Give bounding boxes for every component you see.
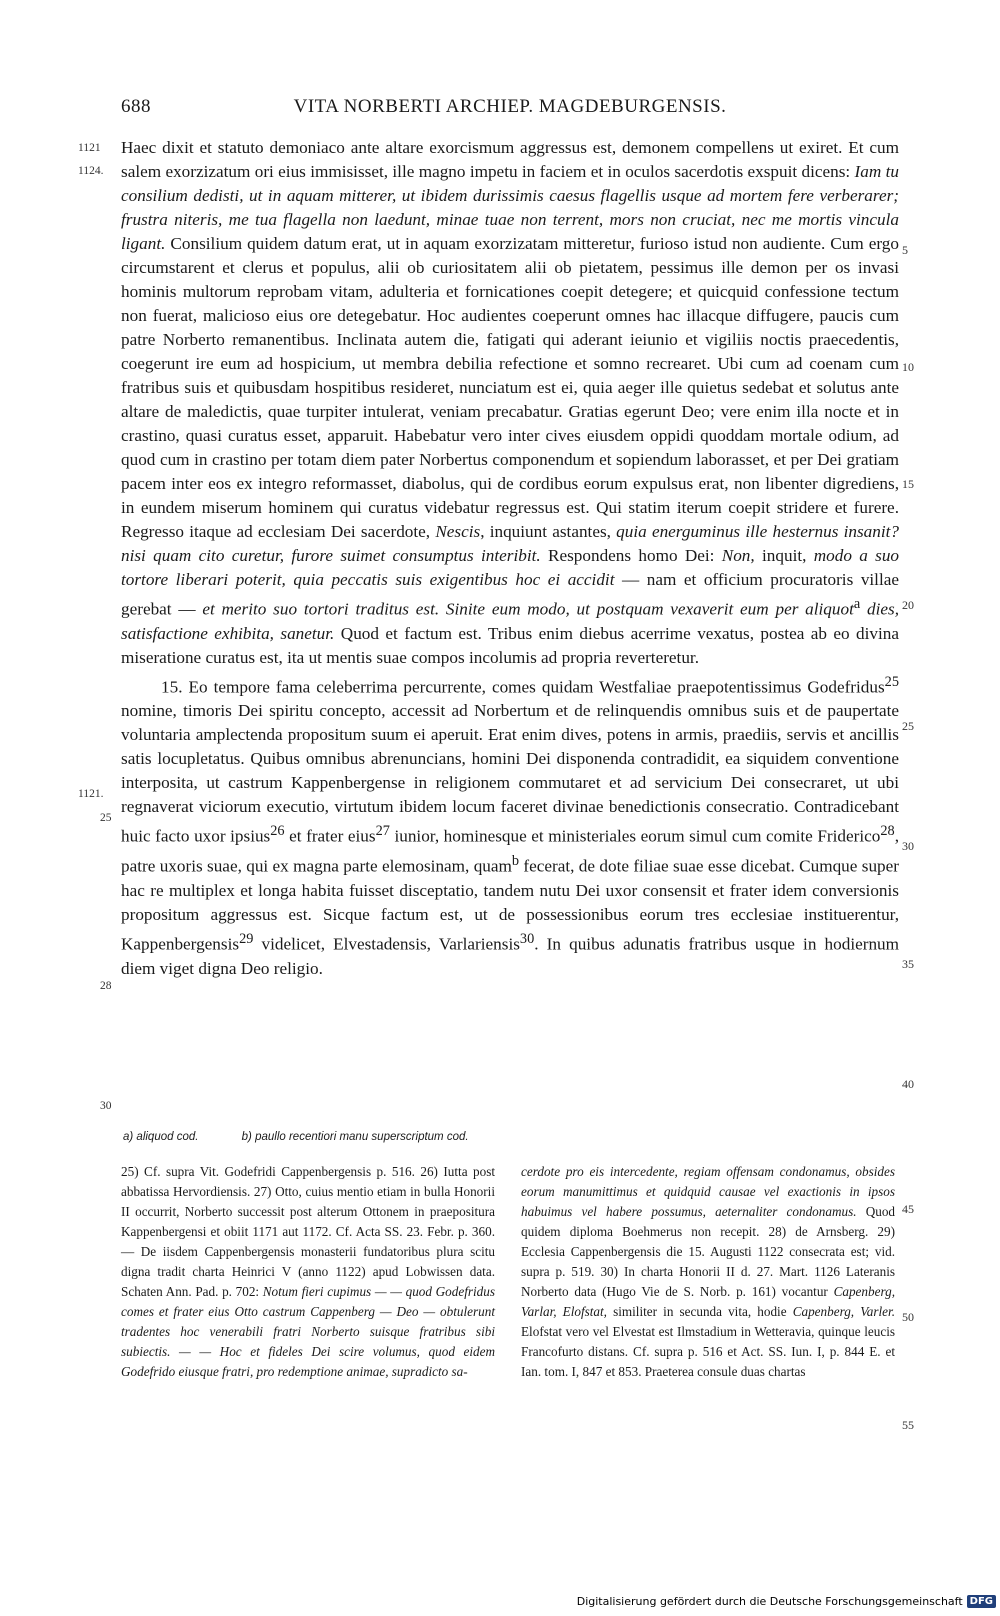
digitization-credit bbox=[577, 1592, 996, 1610]
page-number: 688 bbox=[121, 96, 151, 117]
paragraph: Haec dixit et statuto demoniaco ante altare exorcismum aggressus est, demonem compellens ut exiret. Et cum salem exorzizatum ori eius immisisset, ille magno impetu in faciem et in oculos sacerdotis exspuit dicens: Iam tu consilium dedisti, ut in aquam mitterer, ut ibidem durissimis caesus flagellis usque ad mortem fere verberarer; frustra niteris, me tua flagella non laedunt, minae tuae non terrent, mors non cruciat, nec me mortis vincula ligant. Consilium quidem datum erat, ut in aquam exorzizatam mitteretur, furioso istud non audiente. Cum ergo circumstarent et clerus et populus, alii ob curiositatem alii ob pietatem, pessimus ille demon per os invasi hominis multorum reprobam vitam, adulteria et fornicationes coepit detegere; et quicquid confessione tectum non fuerat, malicioso eius ore detegebatur. Hoc audientes coeperunt omnes hac illacque diffugere, paucis cum patre Norberto remanentibus. Inclinata autem die, fatigati qui aderant ieiunio et vigiliis noctis praecedentis, coegerunt ire eum ad hospicium, ut membra debilia refectione et somno recrearet. Ubi cum ad coenam cum fratribus suis et quibusdam hospitibus resideret, nunciatum est ei, quia aeger ille quietus sedebat et solutus ante altare de maledictis, quae turpiter intulerat, veniam precabatur. Gratias egerunt Deo; vere enim illa nocte et in crastino, quasi curatus esset, apparuit. Habebatur vero inter cives eiusdem oppidi quoddam mortale odium, ad quod cum in crastino per totam diem pater Norbertus componendum et sopiendum laborasset, et per Dei gratiam pacem inter eos ex integro reformasset, diabolus, qui de cordibus eorum expulsus erat, non libenter digrediens, in eundem miserum hominem qui curatus videbatur regressus est. Qui statim iterum coepit stridere et furere. Regresso itaque ad ecclesiam Dei sacerdote, Nescis, inquiunt astantes, quia energuminus ille hesternus insanit? nisi quam cito curetur, furore suimet consumptus interibit. Respondens homo Dei: Non, inquit, modo a suo tortore liberari poterit, quia peccatis suis exigentibus hoc ei accidit — nam et officium procuratoris villae gerebat — et merito suo tortori traditus est. Sinite eum modo, ut postquam vexaverit eum per aliquot$^a$ dies, satisfactione exhibita, sanetur. Quod et factum est. Tribus enim diebus acerrime vexatus, postea ab eo divina miseratione curatus est, ita ut mentis suae compos incolumis ad propria reverteretur. bbox=[121, 138, 900, 667]
margin-year: 1124. bbox=[78, 165, 104, 177]
running-title: VITA NORBERTI ARCHIEP. MAGDEBURGENSIS. bbox=[293, 96, 727, 117]
line-number: 55 bbox=[902, 1418, 914, 1432]
line-number: 25 bbox=[902, 719, 914, 733]
textual-note-a: a) aliquod cod. bbox=[123, 1131, 199, 1143]
footnotes-right-column: cerdote pro eis intercedente, regiam offensam condonamus, obsides eorum manumittimus et quidquid causae vel exactionis in ipsos habuimus vel habere possumus, aeternaliter condonamus. Quod quidem diploma Boehmerus non recepit. 28) de Arnsberg. 29) Ecclesia Cappenbergensis die 15. Augusti 1122 consecrata est; vid. supra p. 519. 30) In charta Honorii II d. 27. Mart. 1126 Lateranis Norberto data (Hugo Vie de S. Norb. p. 161) vocantur Capenberg, Varlar, Elofstat, similiter in secunda vita, hodie Capenberg, Varler. Elofstat vero vel Elvestat est Ilmstadium in Wetteravia, quinque leucis Francofurto distans. Cf. supra p. 516 et Act. SS. Iun. I, p. 844 E. et Ian. tom. I, 847 et 853. Praeterea consule duas chartas bbox=[521, 1164, 896, 1379]
line-number: 5 bbox=[902, 243, 908, 257]
margin-year: 1121 bbox=[78, 142, 101, 154]
margin-year: 1121. bbox=[78, 788, 104, 800]
line-number: 30 bbox=[902, 839, 914, 853]
line-number: 35 bbox=[902, 957, 914, 971]
line-number: 40 bbox=[902, 1077, 914, 1091]
margin-footnote-ref: 25 bbox=[100, 812, 112, 824]
margin-footnote-ref: 28 bbox=[100, 980, 112, 992]
main-text bbox=[121, 136, 899, 981]
textual-note-b: b) paullo recentiori manu superscriptum cod. bbox=[241, 1131, 469, 1143]
line-number: 50 bbox=[902, 1310, 914, 1324]
dfg-logo: DFG bbox=[967, 1595, 996, 1608]
footnotes-left-column: 25) Cf. supra Vit. Godefridi Cappenbergensis p. 516. 26) Iutta post abbatissa Hervordiensis. 27) Otto, cuius mentio etiam in bulla Honorii II occurrit, Norberto successit post alterum Ottonem in praepositura Kappenbergensi et obiit 1171 aut 1172. Cf. Acta SS. 23. Febr. p. 360. — De iisdem Cappenbergensis monasterii fundatoribus plura scitu digna tradit charta Heinrici V (anno 1122) apud Lobwissen data. Schaten Ann. Pad. p. 702: Notum fieri cupimus — — quod Godefridus comes et frater eius Otto castrum Cappenberg — Deo — obtulerunt tradentes hoc venerabili fratri Norberto suisque fratribus sibi subiectis. — — Hoc et fideles Dei scire volumus, quod eidem Godefrido eiusque fratri, pro redemptione animae, supradicto sa- bbox=[121, 1164, 495, 1379]
paragraph: 15. Eo tempore fama celeberrima percurrente, comes quidam Westfaliae praepotentissimus Godefridus$^{25}$ nomine, timoris Dei spiritu concepto, accessit ad Norbertum et de relinquendis omnibus suis et de paupertate voluntaria amplectenda propositum suum ei aperuit. Erat enim dives, potens in armis, praediis, servis et ancillis satis locupletatus. Quibus omnibus abrenuncians, homini Dei disponenda contradidit, ea siquidem conventione interposita, ut castrum Kappenbergense in religionem commutaret et ad servicium Dei consecraret, ut ubi regnaverat viciorum executio, virtutum ibidem locum faceret divinae benedictionis consecratio. Contradicebant huic facto uxor ipsius$^{26}$ et frater eius$^{27}$ iunior, hominesque et ministeriales eorum simul cum comite Friderico$^{28}$, patre uxoris suae, qui ex magna parte elemosinam, quam$^b$ fecerat, de dote filiae suae esse dicebat. Cumque super hac re multiplex et longa habita fuisset disceptatio, tandem nutu Dei uxor consensit et frater idem conversionis propositum aggressus est. Sicque factum est, ut de possessionibus eorum tres ecclesiae instituerentur, Kappenbergensis$^{29}$ videlicet, Elvestadensis, Varlariensis$^{30}$. In quibus adunatis fratribus usque in hodiernum diem viget digna Deo religio. bbox=[121, 673, 900, 978]
margin-footnote-ref: 30 bbox=[100, 1100, 112, 1112]
line-number: 15 bbox=[902, 477, 914, 491]
credit-text: Digitalisierung gefördert durch die Deutsche Forschungsgemeinschaft bbox=[576, 1594, 963, 1608]
line-number: 45 bbox=[902, 1202, 914, 1216]
page-header bbox=[121, 96, 899, 126]
line-number: 10 bbox=[902, 360, 914, 374]
textual-notes bbox=[123, 1131, 883, 1143]
line-number: 20 bbox=[902, 598, 914, 612]
